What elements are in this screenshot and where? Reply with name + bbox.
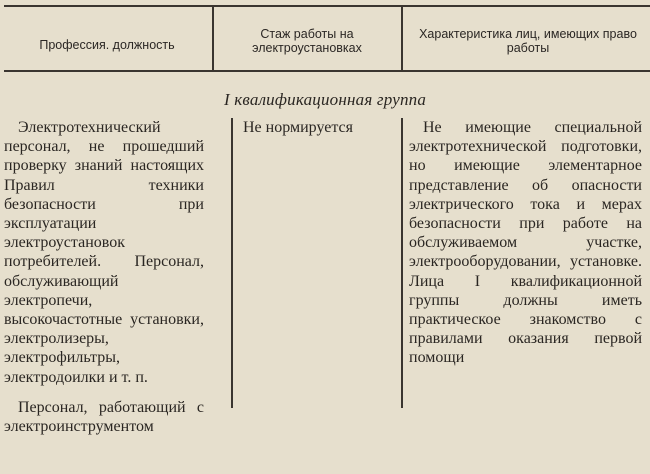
header-divider-2 xyxy=(401,7,403,70)
experience-cell: Не нормируется xyxy=(243,119,353,136)
profession-paragraph-2: Персонал, работающий с электроинструментом xyxy=(4,398,204,436)
header-profession: Профессия. должность xyxy=(39,38,175,52)
group-title: I квалификационная группа xyxy=(223,90,427,109)
characteristic-cell: Не имеющие специальной электротехнической подготовки, но имеющие элементарное представление об опасности электрического тока и мерах безопасности при работе на обслуживаемом участке, электрооборудовании, установке. Лица I квалификационной группы должны иметь практическое знакомство с правилами оказания первой помощи xyxy=(409,119,642,367)
profession-paragraph-1: Электротехнический персонал, не прошедший проверку знаний настоящих Правил техники безопасности при эксплуатации электроустановок потребителей. Персонал, обслуживающий электропечи, высокочастотные установки, электролизеры, электрофильтры, электродоилки и т. п. xyxy=(4,119,204,386)
header-characteristic: Характеристика лиц, имеющих право работы xyxy=(419,27,637,55)
header-bottom-rule xyxy=(4,70,650,72)
profession-cell xyxy=(4,118,204,436)
body-divider-2 xyxy=(401,118,403,408)
body-divider-1 xyxy=(231,118,233,408)
header-experience: Стаж работы на электроустановках xyxy=(252,27,362,55)
header-divider-1 xyxy=(212,7,214,70)
table-top-rule xyxy=(4,5,650,7)
